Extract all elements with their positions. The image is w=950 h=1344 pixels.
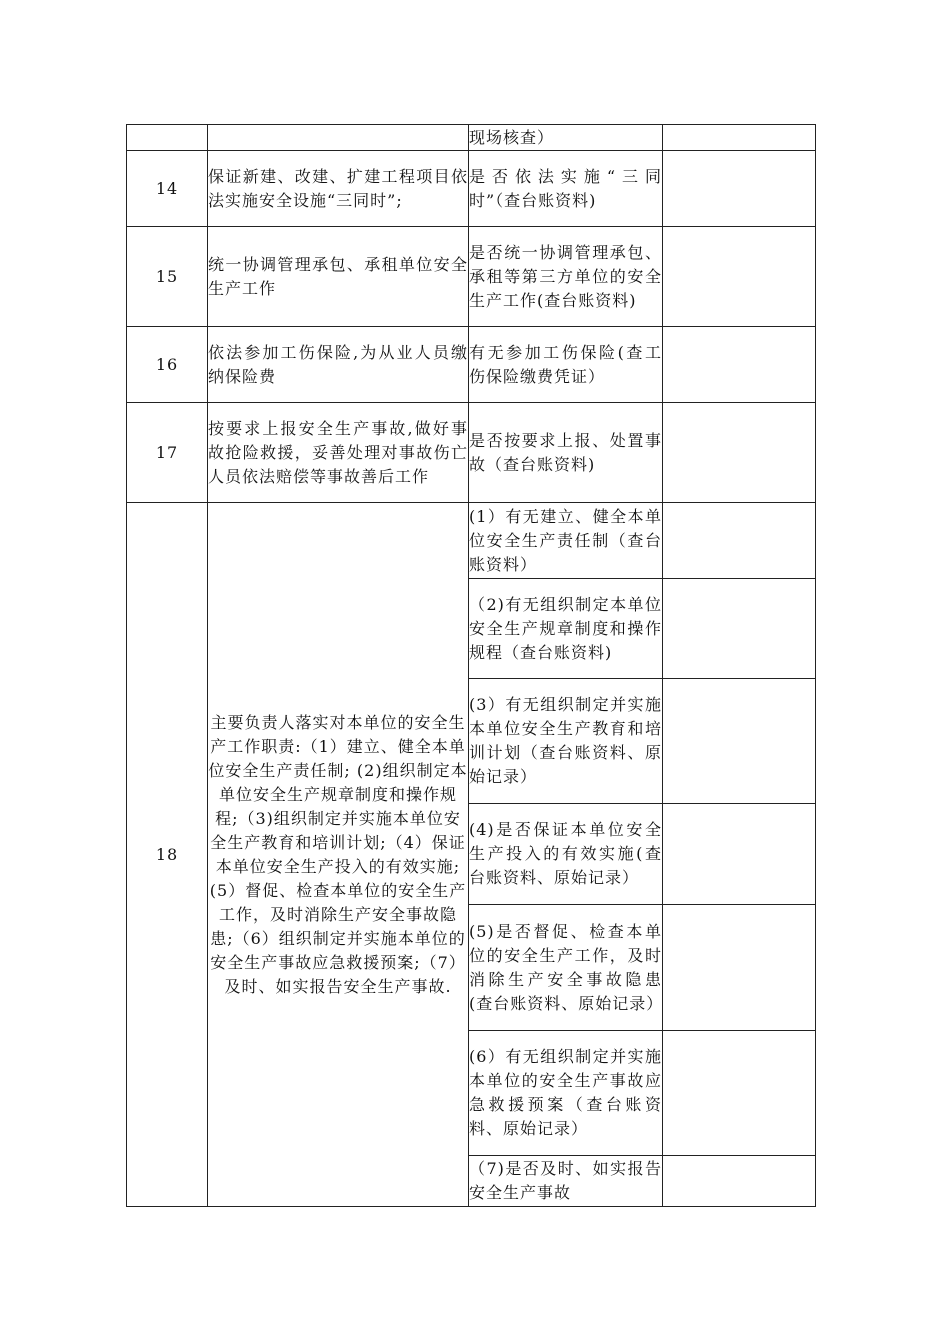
table-row bbox=[127, 125, 816, 151]
check-cell: (5)是否督促、检查本单位的安全生产工作，及时消除生产安全事故隐患(查台账资料、原始记录） bbox=[469, 905, 663, 1031]
requirement-cell bbox=[208, 125, 469, 151]
result-cell bbox=[663, 403, 816, 503]
table-row bbox=[127, 503, 816, 579]
table-row bbox=[127, 403, 816, 503]
result-cell bbox=[663, 1031, 816, 1156]
result-cell bbox=[663, 679, 816, 804]
check-cell: 是否按要求上报、处置事故（查台账资料) bbox=[469, 403, 663, 503]
row-number bbox=[127, 125, 208, 151]
row-number: 18 bbox=[127, 503, 208, 1207]
check-cell: (3）有无组织制定并实施本单位安全生产教育和培训计划（查台账资料、原始记录） bbox=[469, 679, 663, 804]
table-row bbox=[127, 227, 816, 327]
row-number: 16 bbox=[127, 327, 208, 403]
result-cell bbox=[663, 905, 816, 1031]
result-cell bbox=[663, 1156, 816, 1207]
requirement-cell: 依法参加工伤保险,为从业人员缴纳保险费 bbox=[208, 327, 469, 403]
check-cell: (4)是否保证本单位安全生产投入的有效实施(查台账资料、原始记录） bbox=[469, 804, 663, 905]
result-cell bbox=[663, 327, 816, 403]
check-cell: 是否依法实施“三同时”（查台账资料) bbox=[469, 151, 663, 227]
row-number: 17 bbox=[127, 403, 208, 503]
result-cell bbox=[663, 151, 816, 227]
result-cell bbox=[663, 227, 816, 327]
check-cell: 现场核查） bbox=[469, 125, 663, 151]
requirement-cell: 保证新建、改建、扩建工程项目依法实施安全设施“三同时”; bbox=[208, 151, 469, 227]
inspection-table bbox=[126, 124, 816, 1207]
result-cell bbox=[663, 125, 816, 151]
requirement-cell: 主要负责人落实对本单位的安全生产工作职责:（1）建立、健全本单位安全生产责任制; (2)组织制定本单位安全生产规章制度和操作规程;（3)组织制定并实施本单位安全生产教育和培训计划;（4）保证本单位安全生产投入的有效实施; (5）督促、检查本单位的安全生产工作，及时消除生产安全事故隐患;（6）组织制定并实施本单位的安全生产事故应急救援预案;（7）及时、如实报告安全生产事故. bbox=[208, 503, 469, 1207]
requirement-cell: 统一协调管理承包、承租单位安全生产工作 bbox=[208, 227, 469, 327]
check-cell: （7)是否及时、如实报告安全生产事故 bbox=[469, 1156, 663, 1207]
table-row bbox=[127, 151, 816, 227]
result-cell bbox=[663, 804, 816, 905]
row-number: 14 bbox=[127, 151, 208, 227]
check-cell: (6）有无组织制定并实施本单位的安全生产事故应急救援预案（查台账资料、原始记录） bbox=[469, 1031, 663, 1156]
requirement-cell: 按要求上报安全生产事故,做好事故抢险救援，妥善处理对事故伤亡人员依法赔偿等事故善后工作 bbox=[208, 403, 469, 503]
check-cell: 有无参加工伤保险(查工伤保险缴费凭证） bbox=[469, 327, 663, 403]
check-cell: （2)有无组织制定本单位安全生产规章制度和操作规程（查台账资料) bbox=[469, 579, 663, 679]
check-cell: 是否统一协调管理承包、承租等第三方单位的安全生产工作(查台账资料) bbox=[469, 227, 663, 327]
row-number: 15 bbox=[127, 227, 208, 327]
result-cell bbox=[663, 503, 816, 579]
check-cell: (1）有无建立、健全本单位安全生产责任制（查台账资料） bbox=[469, 503, 663, 579]
result-cell bbox=[663, 579, 816, 679]
table-row bbox=[127, 327, 816, 403]
